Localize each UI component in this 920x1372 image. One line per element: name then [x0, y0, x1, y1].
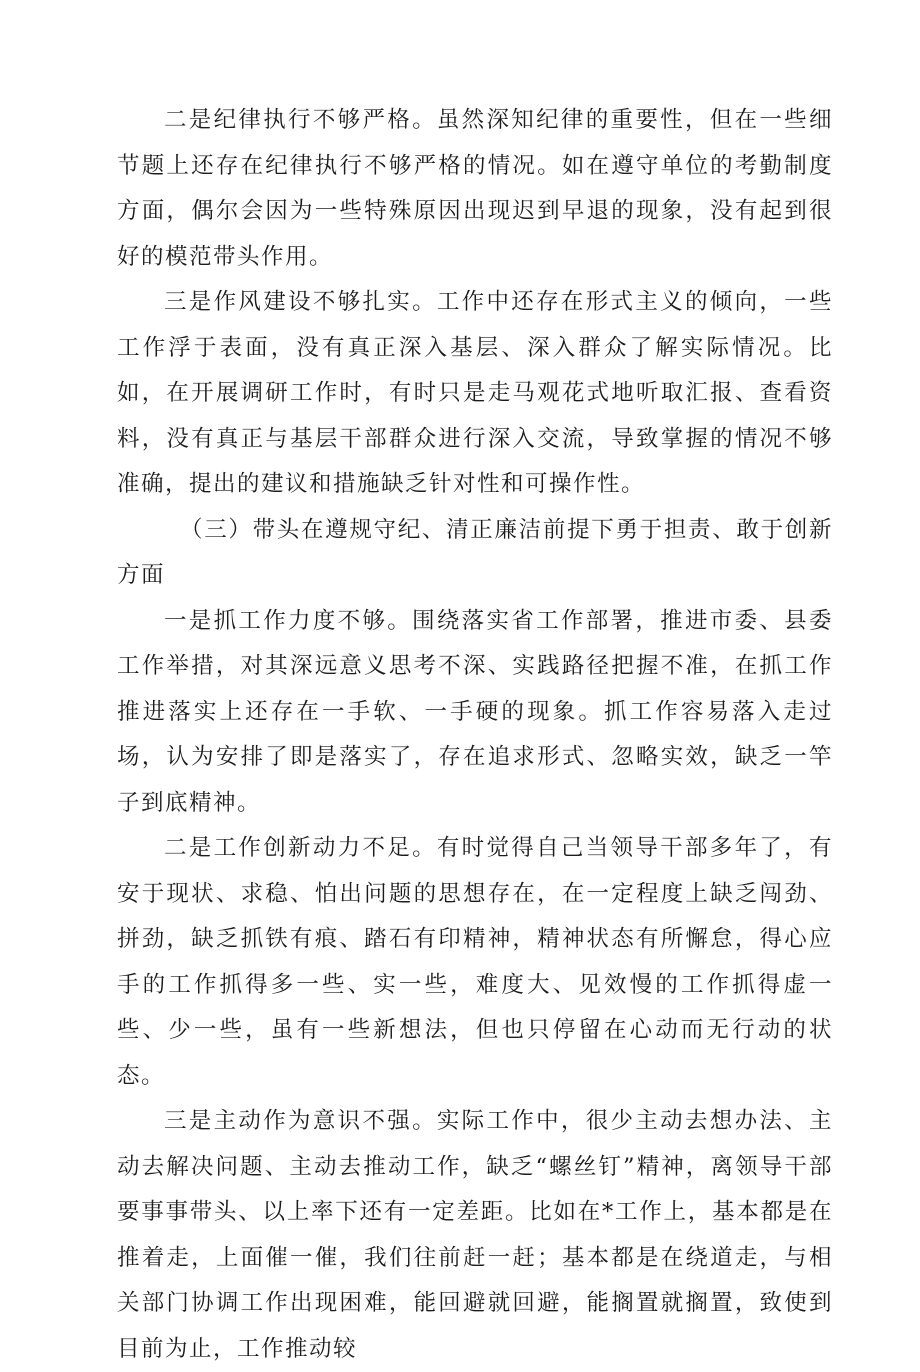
paragraph-innovation-drive: 二是工作创新动力不足。有时觉得自己当领导干部多年了，有安于现状、求稳、怕出问题的思想存在，在一定程度上缺乏闯劲、拼劲，缺乏抓铁有痕、踏石有印精神，精神状态有所懈怠，得心应手的工作抓得多一些、实一些，难度大、见效慢的工作抓得虚一些、少一些，虽有一些新想法，但也只停留在心动而无行动的状态。	[117, 835, 833, 1089]
paragraph-work-style: 三是作风建设不够扎实。工作中还存在形式主义的倾向，一些工作浮于表面，没有真正深入基层、深入群众了解实际情况。比如，在开展调研工作时，有时只是走马观花式地听取汇报、查看资料，没有真正与基层干部群众进行深入交流，导致掌握的情况不够准确，提出的建议和措施缺乏针对性和可操作性。	[117, 289, 833, 497]
paragraph-initiative-awareness: 三是主动作为意识不强。实际工作中，很少主动去想办法、主动去解决问题、主动去推动工作，缺乏“螺丝钉”精神，离领导干部要事事带头、以上率下还有一定差距。比如在*工作上，基本都是在推着走，上面催一催，我们往前赶一赶；基本都是在绕道走，与相关部门协调工作出现困难，能回避就回避，能搁置就搁置，致使到目前为止，工作推动较	[117, 1108, 833, 1362]
paragraph-discipline-execution: 二是纪律执行不够严格。虽然深知纪律的重要性，但在一些细节题上还存在纪律执行不够严格的情况。如在遵守单位的考勤制度方面，偶尔会因为一些特殊原因出现迟到早退的现象，没有起到很好的模范带头作用。	[117, 107, 833, 270]
paragraph-work-strength: 一是抓工作力度不够。围绕落实省工作部署，推进市委、县委工作举措，对其深远意义思考不深、实践路径把握不准，在抓工作推进落实上还存在一手软、一手硬的现象。抓工作容易落入走过场，认为安排了即是落实了，存在追求形式、忽略实效，缺乏一竿子到底精神。	[117, 607, 833, 816]
section-heading-three: （三）带头在遵规守纪、清正廉洁前提下勇于担责、敢于创新方面	[117, 516, 833, 588]
document-body	[117, 98, 833, 1372]
